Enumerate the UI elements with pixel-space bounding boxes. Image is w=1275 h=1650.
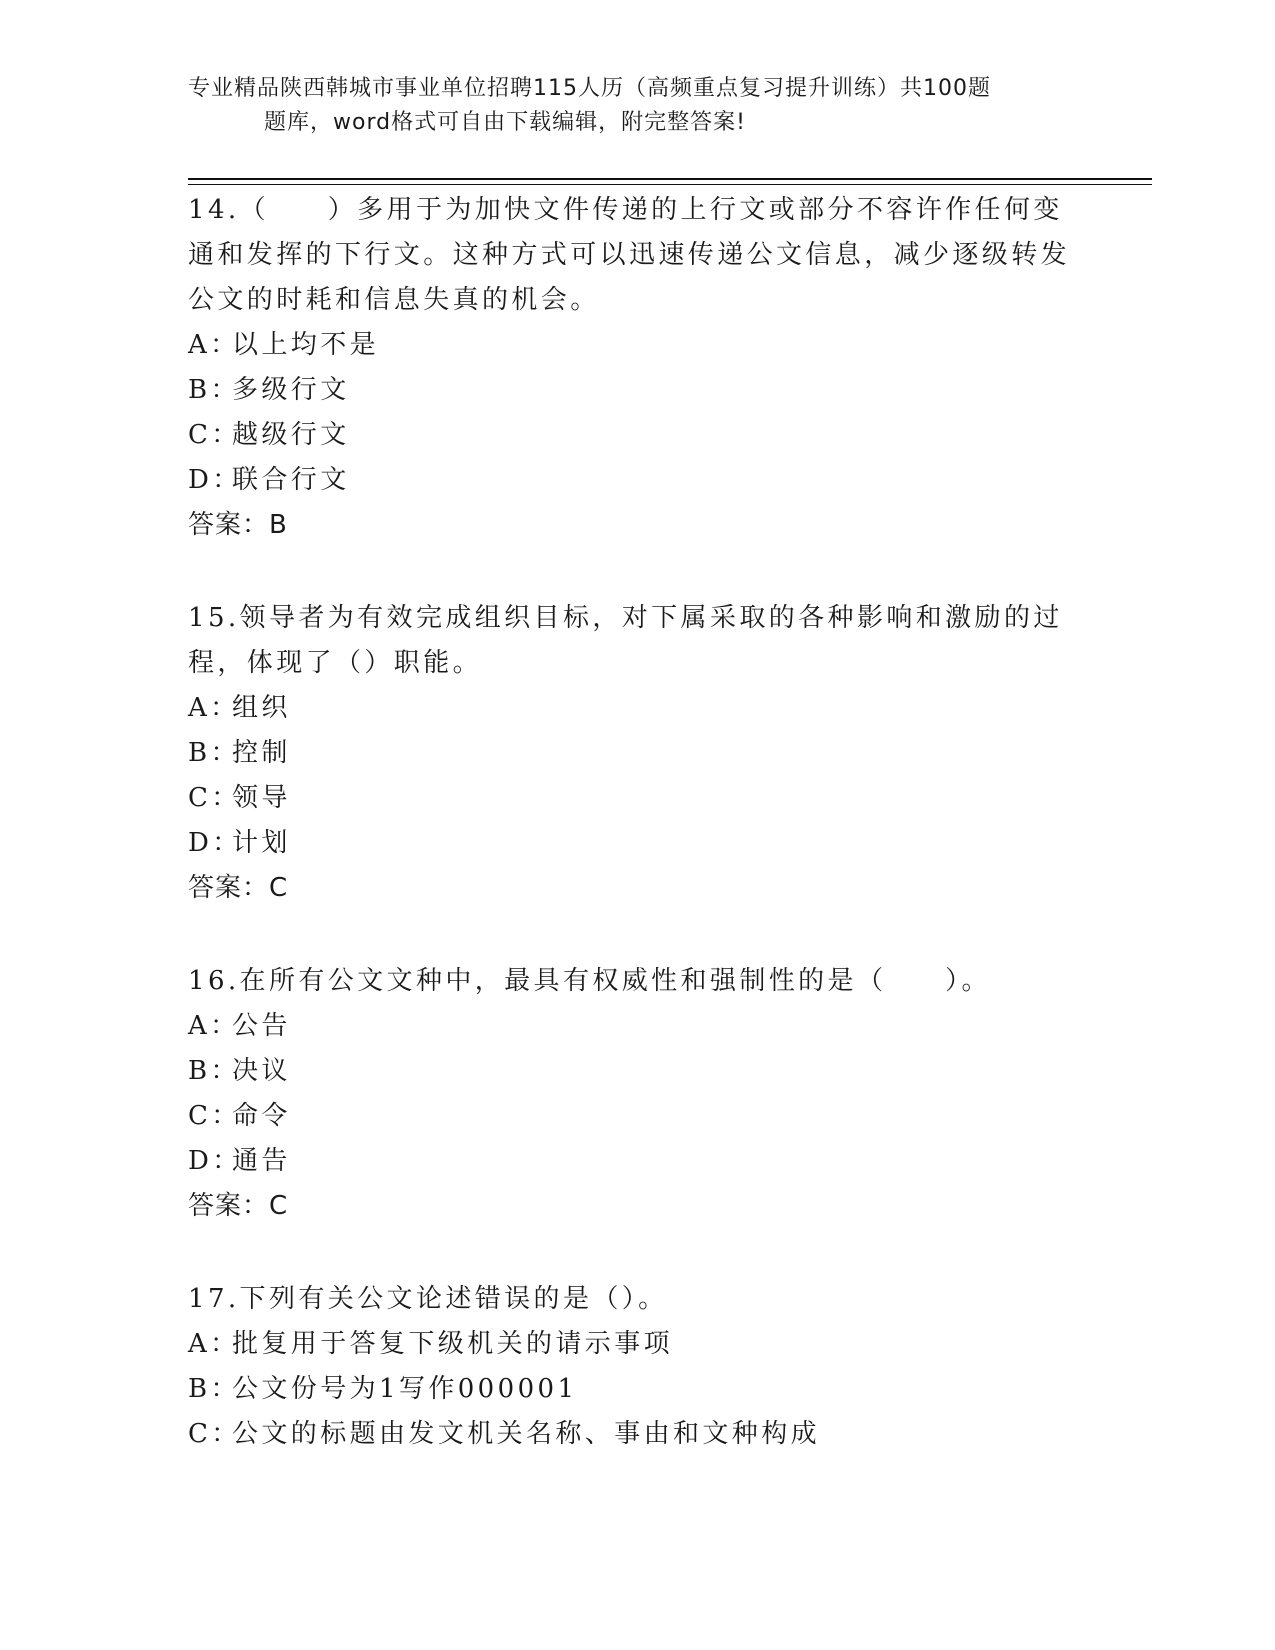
option-c [188, 1094, 1088, 1139]
question-stem: 16.在所有公文文种中，最具有权威性和强制性的是（ ）。 [188, 966, 991, 996]
question-16 [188, 959, 1088, 1229]
option-key: D： [188, 1146, 242, 1176]
header-title-line2: 题库，word格式可自由下载编辑，附完整答案! [264, 110, 746, 135]
option-key: C： [188, 1101, 241, 1131]
option-text: 公告 [232, 1011, 291, 1041]
document-header [188, 72, 1068, 140]
option-key: C： [188, 420, 241, 450]
question-stem: 14.（ ）多用于为加快文件传递的上行文或部分不容许作任何变通和发挥的下行文。这种方式可以迅速传递公文信息，减少逐级转发公文的时耗和信息失真的机会。 [188, 195, 1071, 315]
option-a [188, 1322, 1088, 1367]
option-b [188, 368, 1088, 413]
question-17 [188, 1277, 1088, 1457]
option-text: 控制 [232, 738, 291, 768]
option-a [188, 1004, 1088, 1049]
option-key: B： [188, 738, 240, 768]
option-text: 通告 [232, 1146, 291, 1176]
question-15 [188, 596, 1088, 911]
question-14 [188, 188, 1088, 548]
header-divider-thick [188, 178, 1152, 180]
option-key: A： [188, 330, 240, 360]
option-text: 越级行文 [232, 420, 350, 450]
option-text: 公文的标题由发文机关名称、事由和文种构成 [232, 1419, 821, 1449]
answer-line: 答案：C [188, 1191, 289, 1221]
option-a [188, 323, 1088, 368]
question-stem: 17.下列有关公文论述错误的是（）。 [188, 1284, 668, 1314]
option-key: C： [188, 1419, 241, 1449]
option-text: 组织 [232, 693, 291, 723]
option-b [188, 1367, 1088, 1412]
option-text: 命令 [232, 1101, 291, 1131]
option-c [188, 1412, 1088, 1457]
option-key: B： [188, 1056, 240, 1086]
option-d [188, 1139, 1088, 1184]
option-d [188, 821, 1088, 866]
answer-line: 答案：C [188, 873, 289, 903]
option-text: 计划 [232, 828, 291, 858]
question-list [188, 188, 1088, 1505]
option-c [188, 413, 1088, 458]
option-text: 公文份号为1写作000001 [232, 1374, 578, 1404]
option-d [188, 458, 1088, 503]
question-stem: 15.领导者为有效完成组织目标，对下属采取的各种影响和激励的过程，体现了（）职能。 [188, 603, 1063, 678]
option-key: A： [188, 1011, 240, 1041]
header-title-line1: 专业精品陕西韩城市事业单位招聘115人历（高频重点复习提升训练）共100题 [188, 76, 991, 101]
option-key: A： [188, 693, 240, 723]
option-key: C： [188, 783, 241, 813]
option-b [188, 1049, 1088, 1094]
option-text: 决议 [232, 1056, 291, 1086]
option-text: 批复用于答复下级机关的请示事项 [232, 1329, 674, 1359]
option-text: 领导 [232, 783, 291, 813]
option-key: D： [188, 828, 242, 858]
option-key: D： [188, 465, 242, 495]
option-text: 以上均不是 [232, 330, 380, 360]
option-key: A： [188, 1329, 240, 1359]
option-c [188, 776, 1088, 821]
option-text: 多级行文 [232, 375, 350, 405]
option-a [188, 686, 1088, 731]
option-key: B： [188, 1374, 240, 1404]
option-key: B： [188, 375, 240, 405]
option-text: 联合行文 [232, 465, 350, 495]
header-divider-thin [188, 184, 1152, 185]
answer-line: 答案：B [188, 510, 288, 540]
option-b [188, 731, 1088, 776]
